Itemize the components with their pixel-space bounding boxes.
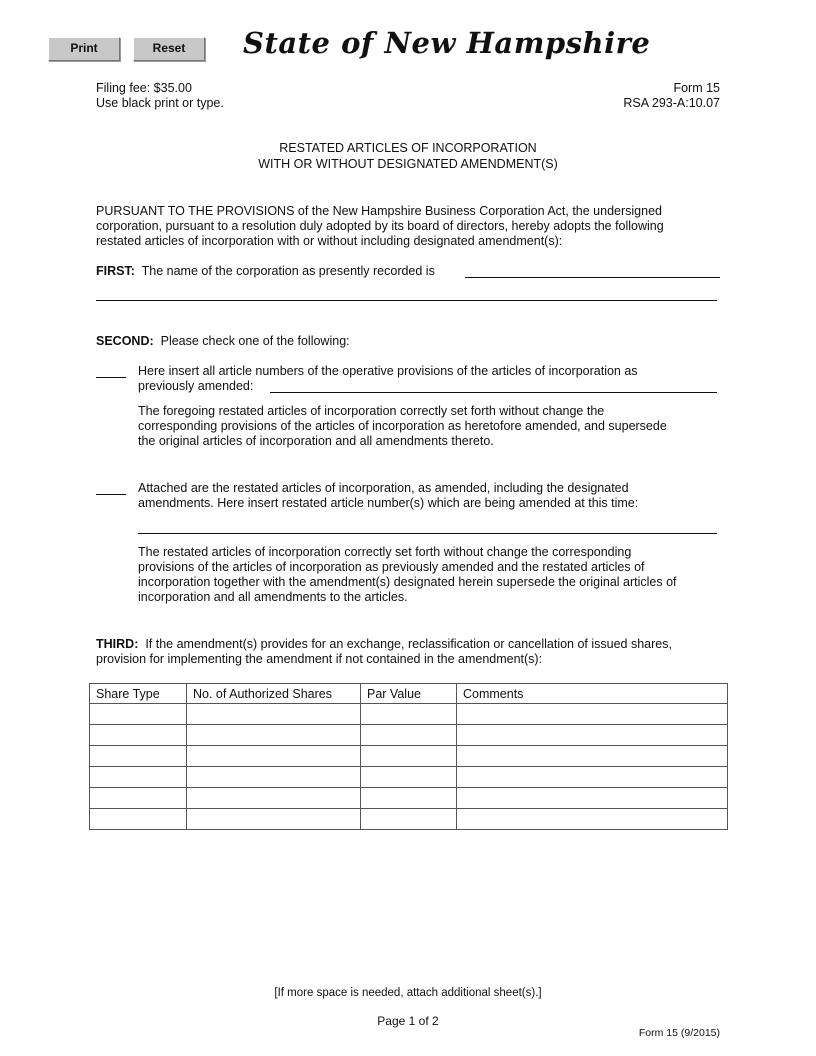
par-value-input[interactable] — [367, 788, 454, 808]
comments-input[interactable] — [463, 788, 725, 808]
authorized-shares-input[interactable] — [193, 809, 358, 829]
share-type-input[interactable] — [96, 809, 184, 829]
cell-par-value[interactable] — [361, 725, 457, 746]
par-value-input[interactable] — [367, 746, 454, 766]
table-row — [90, 788, 728, 809]
second-section — [96, 334, 350, 349]
cell-comments[interactable] — [457, 704, 728, 725]
cell-comments[interactable] — [457, 809, 728, 830]
intro-line: corporation, pursuant to a resolution duly adopted by its board of directors, hereby adopts the following — [96, 219, 664, 233]
cell-authorized-shares[interactable] — [187, 725, 361, 746]
authorized-shares-input[interactable] — [193, 725, 358, 745]
cell-share-type[interactable] — [90, 704, 187, 725]
header-par-value: Par Value — [361, 684, 457, 704]
title-line-2: WITH OR WITHOUT DESIGNATED AMENDMENT(S) — [258, 157, 558, 171]
table-row — [90, 725, 728, 746]
header-share-type: Share Type — [90, 684, 187, 704]
cell-comments[interactable] — [457, 725, 728, 746]
authorized-shares-input[interactable] — [193, 767, 358, 787]
article-numbers-field[interactable] — [270, 392, 717, 393]
cell-comments[interactable] — [457, 767, 728, 788]
cell-authorized-shares[interactable] — [187, 704, 361, 725]
comments-input[interactable] — [463, 746, 725, 766]
filing-fee: Filing fee: $35.00 — [96, 81, 192, 95]
par-value-input[interactable] — [367, 809, 454, 829]
rsa-reference: RSA 293-A:10.07 — [623, 96, 720, 110]
option-1-checkbox[interactable] — [96, 377, 126, 378]
first-label: FIRST: — [96, 264, 135, 278]
third-label: THIRD: — [96, 637, 139, 651]
comments-input[interactable] — [463, 704, 725, 724]
cell-par-value[interactable] — [361, 788, 457, 809]
cell-authorized-shares[interactable] — [187, 767, 361, 788]
option-1-paragraph: corresponding provisions of the articles of incorporation as heretofore amended, and supersede — [138, 419, 667, 433]
authorized-shares-input[interactable] — [193, 746, 358, 766]
cell-share-type[interactable] — [90, 746, 187, 767]
share-type-input[interactable] — [96, 725, 184, 745]
title-line-1: RESTATED ARTICLES OF INCORPORATION — [279, 141, 537, 155]
cell-authorized-shares[interactable] — [187, 809, 361, 830]
amended-article-numbers-field[interactable] — [138, 533, 717, 534]
header-comments: Comments — [457, 684, 728, 704]
form-number: Form 15 — [673, 81, 720, 95]
intro-line: restated articles of incorporation with or without including designated amendment(s): — [96, 234, 563, 248]
share-type-input[interactable] — [96, 704, 184, 724]
share-type-input[interactable] — [96, 767, 184, 787]
share-type-input[interactable] — [96, 746, 184, 766]
comments-input[interactable] — [463, 767, 725, 787]
cell-authorized-shares[interactable] — [187, 788, 361, 809]
authorized-shares-input[interactable] — [193, 788, 358, 808]
option-2-paragraph: incorporation together with the amendment(s) designated herein supersede the original articles of — [138, 575, 677, 589]
third-text: provision for implementing the amendment if not contained in the amendment(s): — [96, 652, 543, 666]
option-1-text: Here insert all article numbers of the operative provisions of the articles of incorporation as — [138, 364, 638, 378]
footer-note: [If more space is needed, attach additional sheet(s).] — [274, 987, 542, 999]
second-text: Please check one of the following: — [160, 334, 350, 348]
first-section — [96, 264, 435, 279]
option-1-paragraph: The foregoing restated articles of incorporation correctly set forth without change the — [138, 404, 605, 418]
ink-instruction: Use black print or type. — [96, 96, 224, 110]
option-2-text: Attached are the restated articles of incorporation, as amended, including the designated — [138, 481, 629, 495]
print-button[interactable]: Print — [48, 37, 120, 61]
par-value-input[interactable] — [367, 704, 454, 724]
cell-share-type[interactable] — [90, 809, 187, 830]
state-logo: State of New Hampshire — [243, 26, 651, 60]
table-row — [90, 767, 728, 788]
intro-line: PURSUANT TO THE PROVISIONS of the New Hampshire Business Corporation Act, the undersigned — [96, 204, 662, 218]
cell-share-type[interactable] — [90, 788, 187, 809]
form-version: Form 15 (9/2015) — [638, 1027, 720, 1039]
cell-par-value[interactable] — [361, 746, 457, 767]
par-value-input[interactable] — [367, 725, 454, 745]
option-2-paragraph: The restated articles of incorporation correctly set forth without change the corresponding — [138, 545, 632, 559]
page-number: Page 1 of 2 — [377, 1014, 439, 1028]
cell-par-value[interactable] — [361, 704, 457, 725]
option-2-paragraph: incorporation and all amendments to the articles. — [138, 590, 408, 604]
shares-table — [89, 683, 728, 830]
option-2-text: amendments. Here insert restated article number(s) which are being amended at this time: — [138, 496, 639, 510]
second-label: SECOND: — [96, 334, 154, 348]
first-text: The name of the corporation as presently recorded is — [141, 264, 435, 278]
table-row — [90, 809, 728, 830]
comments-input[interactable] — [463, 725, 725, 745]
option-1-paragraph: the original articles of incorporation and all amendments thereto. — [138, 434, 494, 448]
table-row — [90, 746, 728, 767]
corporation-name-field[interactable] — [465, 277, 720, 278]
third-text: If the amendment(s) provides for an exchange, reclassification or cancellation of issued shares, — [145, 637, 672, 651]
table-row — [90, 704, 728, 725]
reset-button[interactable]: Reset — [133, 37, 205, 61]
share-type-input[interactable] — [96, 788, 184, 808]
par-value-input[interactable] — [367, 767, 454, 787]
option-2-paragraph: provisions of the articles of incorporation as previously amended and the restated articles of — [138, 560, 645, 574]
cell-authorized-shares[interactable] — [187, 746, 361, 767]
corporation-name-field-line-2[interactable] — [96, 300, 717, 301]
cell-par-value[interactable] — [361, 767, 457, 788]
authorized-shares-input[interactable] — [193, 704, 358, 724]
comments-input[interactable] — [463, 809, 725, 829]
cell-share-type[interactable] — [90, 725, 187, 746]
option-2-checkbox[interactable] — [96, 494, 126, 495]
third-section — [96, 637, 672, 652]
cell-comments[interactable] — [457, 746, 728, 767]
table-header-row — [90, 684, 728, 704]
cell-par-value[interactable] — [361, 809, 457, 830]
cell-comments[interactable] — [457, 788, 728, 809]
header-authorized-shares: No. of Authorized Shares — [187, 684, 361, 704]
option-1-text: previously amended: — [138, 379, 254, 393]
cell-share-type[interactable] — [90, 767, 187, 788]
